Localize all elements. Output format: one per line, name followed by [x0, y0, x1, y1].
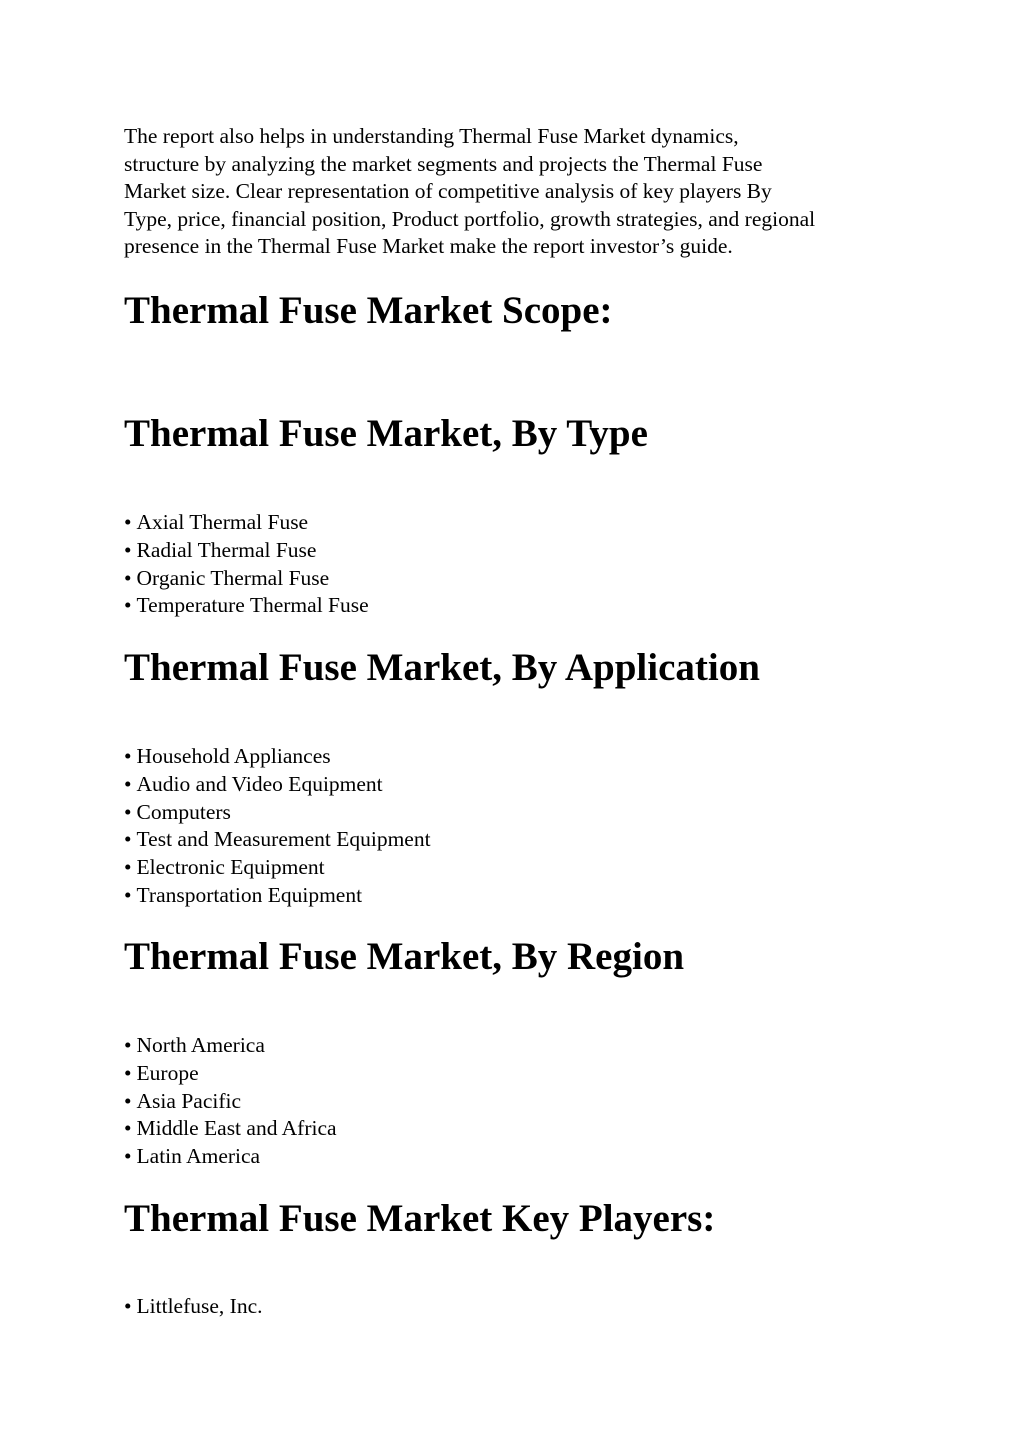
list-item — [124, 799, 431, 827]
list-item — [124, 1088, 337, 1116]
list-item — [124, 771, 431, 799]
list-item — [124, 1115, 337, 1143]
region-item-label: Europe — [136, 1060, 199, 1085]
application-item-label: Audio and Video Equipment — [136, 771, 383, 796]
list-item — [124, 509, 369, 537]
intro-line: structure by analyzing the market segments and projects the Thermal Fuse — [124, 151, 763, 176]
application-item-label: Transportation Equipment — [136, 882, 363, 907]
heading-by-type: Thermal Fuse Market, By Type — [124, 412, 648, 455]
application-item-label: Household Appliances — [136, 744, 331, 768]
bullet-glyph: • — [124, 771, 132, 796]
intro-paragraph — [124, 123, 914, 261]
heading-by-application: Thermal Fuse Market, By Application — [124, 646, 760, 689]
list-item — [124, 592, 369, 620]
bullet-glyph: • — [124, 882, 132, 907]
application-item-label: Electronic Equipment — [136, 855, 325, 880]
bullet-glyph: • — [124, 1088, 132, 1113]
type-item-label: Organic Thermal Fuse — [136, 565, 330, 590]
intro-line: Type, price, financial position, Product portfolio, growth strategies, and regional — [124, 206, 816, 231]
bullet-glyph: • — [124, 565, 132, 590]
bullet-glyph: • — [124, 855, 132, 880]
bullet-glyph: • — [124, 537, 132, 562]
bullet-glyph: • — [124, 1033, 132, 1057]
bullet-glyph: • — [124, 510, 132, 534]
region-item-label: North America — [136, 1033, 265, 1057]
bullet-glyph: • — [124, 799, 132, 824]
application-list — [124, 743, 431, 910]
list-item — [124, 1293, 263, 1321]
application-item-label: Test and Measurement Equipment — [136, 827, 431, 852]
application-item-label: Computers — [136, 799, 231, 824]
key-players-list — [124, 1293, 263, 1321]
list-item — [124, 1032, 337, 1060]
bullet-glyph: • — [124, 744, 132, 768]
list-item — [124, 565, 369, 593]
list-item — [124, 854, 431, 882]
list-item — [124, 882, 431, 910]
region-item-label: Latin America — [136, 1144, 261, 1169]
intro-line: presence in the Thermal Fuse Market make the report investor’s guide. — [124, 234, 733, 259]
bullet-glyph: • — [124, 1144, 132, 1169]
bullet-glyph: • — [124, 593, 132, 618]
intro-line: The report also helps in understanding Thermal Fuse Market dynamics, — [124, 124, 739, 148]
region-item-label: Asia Pacific — [136, 1088, 242, 1113]
type-item-label: Axial Thermal Fuse — [136, 510, 309, 534]
type-item-label: Temperature Thermal Fuse — [136, 593, 369, 618]
bullet-glyph: • — [124, 1060, 132, 1085]
list-item — [124, 743, 431, 771]
heading-by-region: Thermal Fuse Market, By Region — [124, 935, 685, 978]
bullet-glyph: • — [124, 1294, 132, 1318]
heading-scope: Thermal Fuse Market Scope: — [124, 289, 613, 332]
type-list — [124, 509, 369, 620]
region-list — [124, 1032, 337, 1171]
list-item — [124, 826, 431, 854]
list-item — [124, 537, 369, 565]
key-player-label: Littlefuse, Inc. — [136, 1294, 263, 1318]
bullet-glyph: • — [124, 827, 132, 852]
list-item — [124, 1143, 337, 1171]
heading-key-players: Thermal Fuse Market Key Players: — [124, 1197, 716, 1240]
region-item-label: Middle East and Africa — [136, 1116, 337, 1141]
type-item-label: Radial Thermal Fuse — [136, 537, 317, 562]
intro-line: Market size. Clear representation of competitive analysis of key players By — [124, 179, 772, 204]
list-item — [124, 1060, 337, 1088]
bullet-glyph: • — [124, 1116, 132, 1141]
